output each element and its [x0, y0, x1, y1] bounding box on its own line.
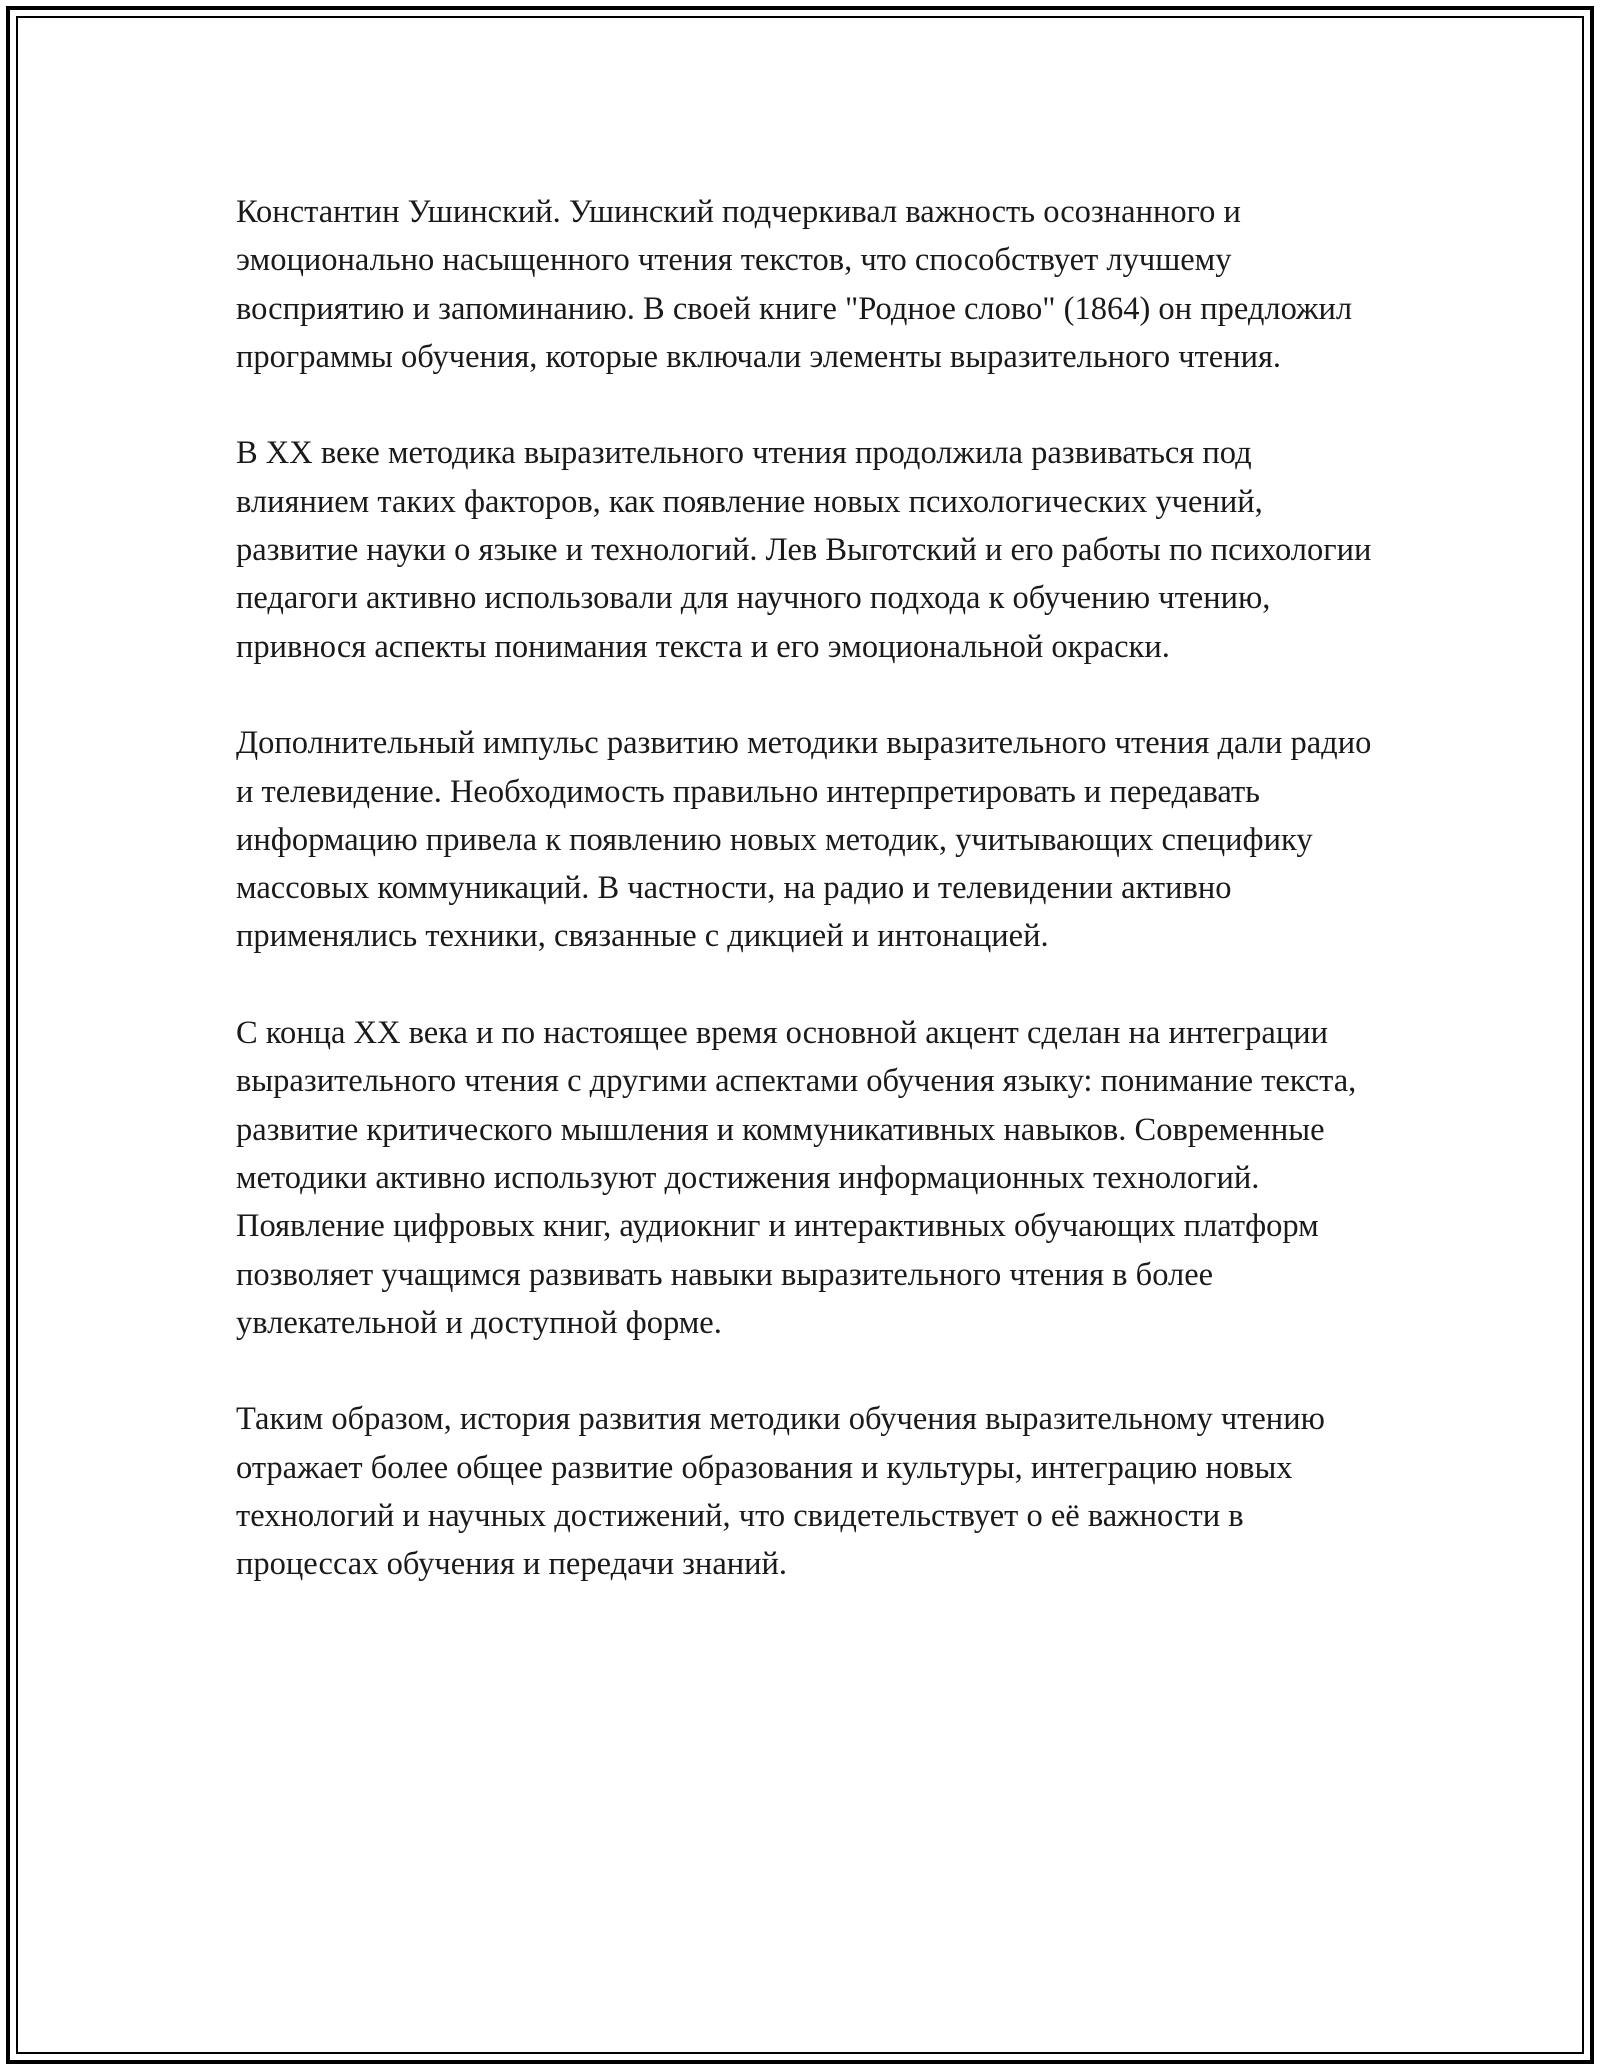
paragraph-xx-century: В XX веке методика выразительного чтения продолжила развиваться под влиянием таких факторов, как появление новых психологических учений, развитие науки о языке и технологий. Лев Выготский и его работы по психологии педагоги активно использовали для научного подхода к обучению чтению, привнося аспекты понимания текста и его эмоциональной окраски. [236, 435, 1372, 665]
paragraph-modern-methods: С конца XX века и по настоящее время основной акцент сделан на интеграции выразительного чтения с другими аспектами обучения языку: понимание текста, развитие критического мышления и коммуникативных навыков. Современные методики активно используют достижения информационных технологий. Появление цифровых книг, аудиокниг и интерактивных обучающих платформ позволяет учащимся развивать навыки выразительного чтения в более увлекательной и доступной форме. [236, 1015, 1357, 1341]
paragraph-conclusion: Таким образом, история развития методики обучения выразительному чтению отражает более общее развитие образования и культуры, интеграцию новых технологий и научных достижений, что свидетельствует о её важности в процессах обучения и передачи знаний. [236, 1401, 1325, 1583]
paragraph-ushinsky: Константин Ушинский. Ушинский подчеркивал важность осознанного и эмоционально насыщенного чтения текстов, что способствует лучшему восприятию и запоминанию. В своей книге "Родное слово" (1864) он предложил программы обучения, которые включали элементы выразительного чтения. [236, 194, 1353, 375]
paragraph-radio-tv: Дополнительный импульс развитию методики выразительного чтения дали радио и телевидение. Необходимость правильно интерпретировать и передавать информацию привела к появлению новых методик, учитывающих специфику массовых коммуникаций. В частности, на радио и телевидении активно применялись техники, связанные с дикцией и интонацией. [236, 725, 1372, 955]
document-body [236, 188, 1376, 1637]
